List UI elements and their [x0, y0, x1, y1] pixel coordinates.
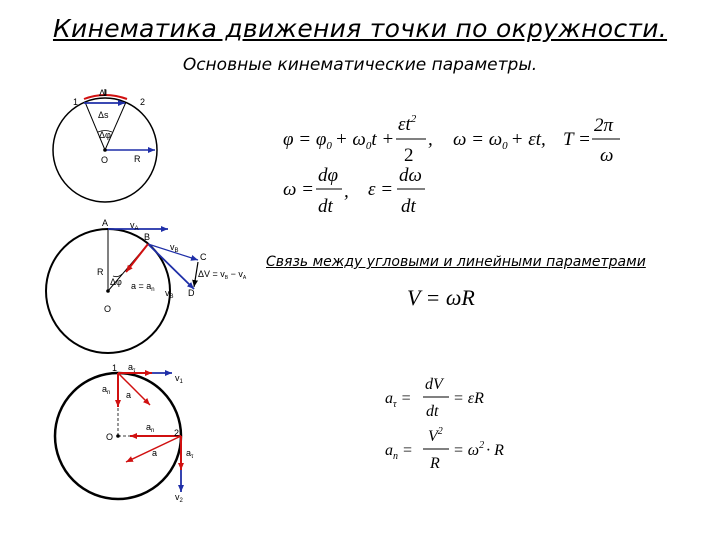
label-a-bottom: a [152, 448, 158, 458]
formula-angle-equation [283, 113, 433, 166]
label-radius: R [97, 267, 104, 277]
label-dphi-2: Δφ [110, 277, 122, 287]
label-an-mid: $a_n$ [146, 422, 155, 434]
label-an-top: $a_n$ [102, 384, 111, 396]
label-a-top: a [126, 390, 132, 400]
formula-period [563, 115, 620, 166]
label-dphi: Δφ [99, 130, 111, 140]
svg-text:dt: dt [318, 196, 333, 217]
label-d-point: D [188, 288, 195, 298]
label-b-point: B [144, 232, 151, 242]
label-center: O [104, 304, 112, 314]
formula-linear-velocity [407, 285, 475, 310]
svg-text:aτ=: $a_\tau$ = [385, 390, 412, 410]
svg-text:dω: dω [399, 165, 422, 186]
diagram-velocity-change [46, 218, 247, 353]
label-a-point: A [102, 218, 109, 228]
svg-text:dV: dV [425, 376, 443, 393]
center-dot-3 [116, 434, 120, 438]
label-at-top: $a_\tau$ [128, 362, 136, 374]
svg-text:,: , [344, 181, 349, 202]
diagram-acceleration-components [55, 362, 194, 504]
label-v2: $v_2$ [175, 492, 183, 504]
svg-text:dφ: dφ [318, 165, 339, 186]
svg-text:= ω2· R: = $\omega^2 \cdot R$ [453, 440, 504, 459]
label-accel-a: $a = a_n$ [131, 281, 155, 293]
svg-text:ε =: ε = [368, 179, 394, 200]
formula-angular-velocity-derivative [283, 165, 349, 217]
svg-text:V2: $V^2$ [428, 426, 443, 445]
label-vb-top: $v_B$ [170, 242, 179, 254]
label-c-point: C [200, 252, 207, 262]
label-va: $v_A$ [130, 220, 139, 232]
page-subtitle: Основные кинематические параметры. [182, 55, 538, 75]
svg-text:T =: T = [563, 129, 591, 150]
svg-text:R: R [430, 455, 440, 472]
formula-angular-acceleration [368, 165, 425, 217]
svg-text:V = ωR: V = ωR [407, 285, 475, 310]
label-delta-v: $\Delta V = v_B - v_A$ [198, 269, 247, 281]
label-at-bottom: $a_\tau$ [186, 448, 194, 460]
label-point-1: 1 [73, 97, 79, 107]
label-point-1-d3: 1 [112, 363, 118, 373]
svg-text:= εR: = εR [453, 390, 484, 407]
svg-text:φ = φ0+ ω0t +: $\varphi = \varphi_0 + \omega_0t$ + [283, 129, 395, 152]
svg-text:,: , [428, 129, 433, 150]
label-radius-r: R [134, 154, 141, 164]
svg-text:ω = ω0+ εt,: $\omega = \omega_0 + \varepsilon t$, [453, 129, 546, 152]
vector-accel-a [126, 244, 148, 272]
relation-heading: Связь между угловыми и линейными параметрами [266, 254, 646, 270]
svg-text:dt: dt [426, 403, 439, 420]
formula-normal-acceleration [385, 426, 504, 472]
label-v1: $v_1$ [175, 373, 183, 385]
formula-angular-velocity-equation [453, 129, 546, 152]
label-ds: Δs [98, 110, 109, 120]
label-point-2: 2 [140, 97, 146, 107]
svg-text:dt: dt [401, 196, 416, 217]
svg-text:εt2: $\varepsilon t^2$ [398, 113, 417, 135]
svg-text:2: 2 [404, 145, 414, 166]
center-dot-1 [103, 148, 107, 152]
label-center-o: O [101, 155, 109, 165]
page-title: Кинематика движения точки по окружности. [52, 14, 668, 43]
label-vb-bottom: $v_B$ [165, 288, 174, 300]
formula-tangential-acceleration [385, 376, 484, 420]
svg-text:ω =: ω = [283, 179, 314, 200]
diagram-arc-angle [53, 88, 157, 202]
center-dot-2 [106, 289, 110, 293]
label-dl: Δl [99, 88, 108, 98]
svg-text:ω: ω [600, 145, 614, 166]
svg-text:2π: 2π [594, 115, 614, 136]
svg-text:an=: $a_n$ = [385, 442, 413, 462]
label-center-d3: O [106, 432, 114, 442]
label-point-2-d3: 2 [174, 428, 180, 438]
